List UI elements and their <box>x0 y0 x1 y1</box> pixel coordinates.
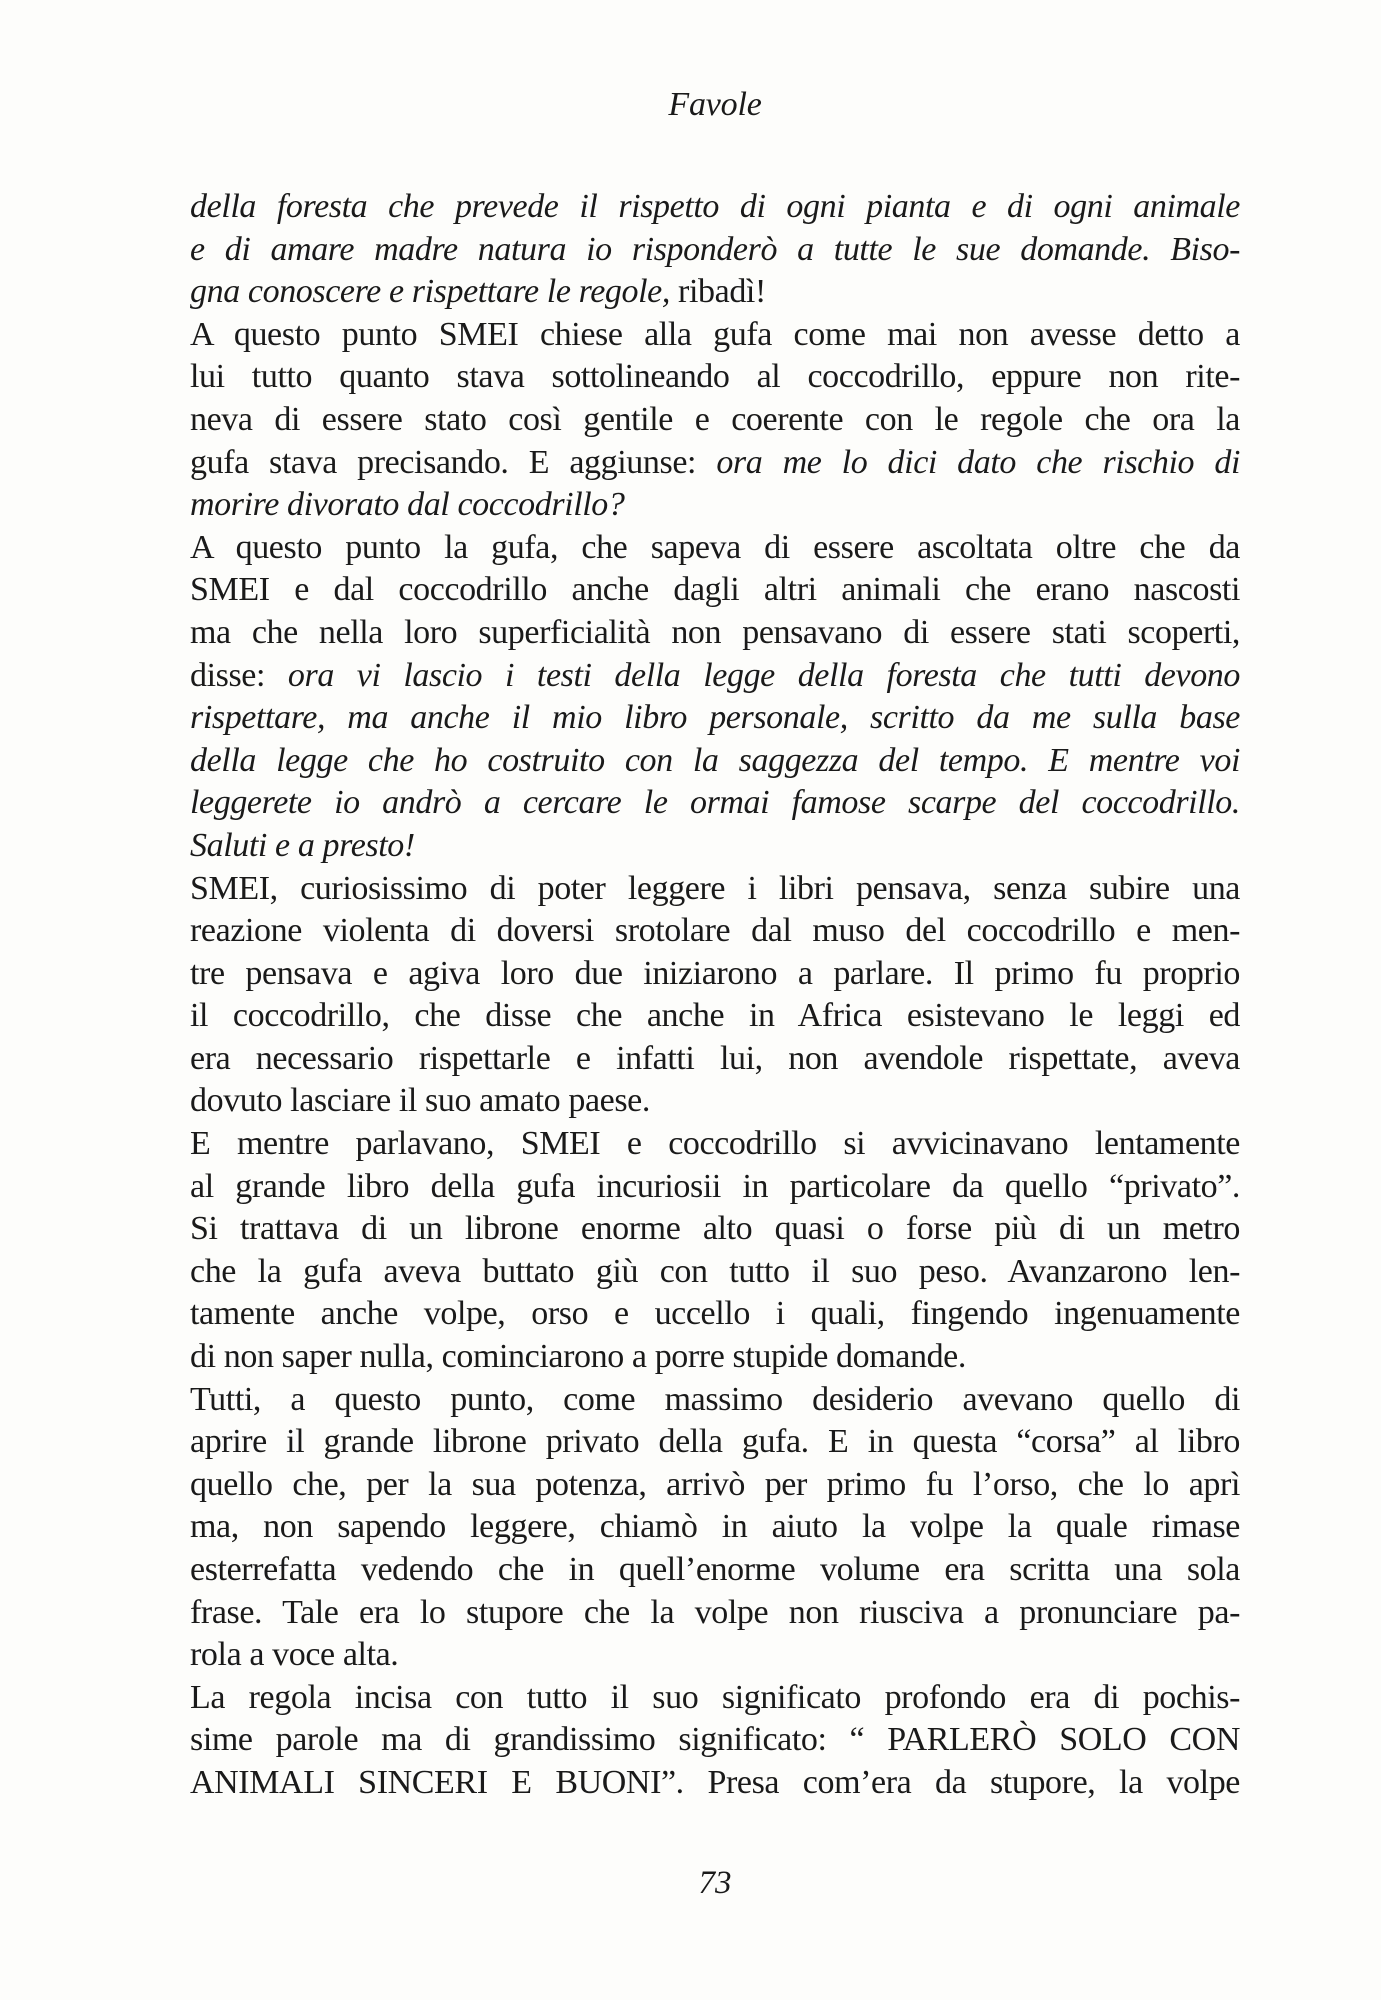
text-run: dovuto lasciare il suo amato paese. <box>190 1082 650 1120</box>
text-run: A questo punto SMEI chiese alla gufa come mai non avesse detto a <box>190 315 1240 353</box>
italic-text-run: Saluti e a presto! <box>190 826 415 864</box>
text-run: disse: <box>190 656 288 694</box>
text-line <box>190 1208 1240 1251</box>
text-line <box>190 271 1240 314</box>
text-run: di non saper nulla, cominciarono a porre stupide domande. <box>190 1338 966 1376</box>
text-line <box>190 1123 1240 1166</box>
text-line <box>190 1592 1240 1635</box>
text-line <box>190 825 1240 868</box>
text-line <box>190 1166 1240 1209</box>
text-line <box>190 1080 1240 1123</box>
text-line <box>190 1293 1240 1336</box>
text-line <box>190 1634 1240 1677</box>
italic-text-run: e di amare madre natura io risponderò a tutte le sue domande. Biso- <box>190 230 1240 268</box>
text-run: A questo punto la gufa, che sapeva di essere ascoltata oltre che da <box>190 528 1240 566</box>
text-line <box>190 1421 1240 1464</box>
text-run: ribadì! <box>669 273 766 311</box>
page-number: 73 <box>698 1865 732 1901</box>
text-line <box>190 740 1240 783</box>
text-line <box>190 527 1240 570</box>
text-run: La regola incisa con tutto il suo significato profondo era di pochis- <box>190 1678 1240 1716</box>
italic-text-run: morire divorato dal coccodrillo? <box>190 486 625 524</box>
italic-text-run: della foresta che prevede il rispetto di ogni pianta e di ogni animale <box>190 188 1240 225</box>
running-header: Favole <box>668 86 762 123</box>
text-line <box>190 1251 1240 1294</box>
text-run: il coccodrillo, che disse che anche in Africa esistevano le leggi ed <box>190 997 1240 1035</box>
text-line <box>190 186 1240 229</box>
text-run: Tutti, a questo punto, come massimo desiderio avevano quello di <box>190 1380 1240 1418</box>
text-line <box>190 782 1240 825</box>
text-run: Si trattava di un librone enorme alto quasi o forse più di un metro <box>190 1210 1240 1248</box>
text-line <box>190 655 1240 698</box>
text-run: SMEI, curiosissimo di poter leggere i libri pensava, senza subire una <box>190 869 1240 907</box>
text-line <box>190 1506 1240 1549</box>
text-run: ANIMALI SINCERI E BUONI”. Presa com’era da stupore, la volpe <box>190 1763 1240 1801</box>
text-line <box>190 484 1240 527</box>
text-line <box>190 612 1240 655</box>
text-run: al grande libro della gufa incuriosii in particolare da quello “privato”. <box>190 1167 1240 1205</box>
text-run: frase. Tale era lo stupore che la volpe non riusciva a pronunciare pa- <box>190 1593 1240 1631</box>
italic-text-run: rispettare, ma anche il mio libro personale, scritto da me sulla base <box>190 699 1240 737</box>
text-run: che la gufa aveva buttato giù con tutto il suo peso. Avanzarono len- <box>190 1252 1240 1290</box>
italic-text-run: ora me lo dici dato che rischio di <box>716 443 1240 481</box>
text-line <box>190 953 1240 996</box>
text-run: tre pensava e agiva loro due iniziarono a parlare. Il primo fu proprio <box>190 954 1240 992</box>
text-run: SMEI e dal coccodrillo anche dagli altri animali che erano nascosti <box>190 571 1240 609</box>
text-line <box>190 697 1240 740</box>
text-run: E mentre parlavano, SMEI e coccodrillo si avvicinavano lentamente <box>190 1125 1240 1163</box>
text-line <box>190 1549 1240 1592</box>
text-line <box>190 910 1240 953</box>
text-run: rola a voce alta. <box>190 1636 399 1674</box>
text-run: gufa stava precisando. E aggiunse: <box>190 443 717 481</box>
text-run: reazione violenta di doversi srotolare dal muso del coccodrillo e men- <box>190 912 1240 950</box>
text-run: esterrefatta vedendo che in quell’enorme volume era scritta una sola <box>190 1551 1240 1588</box>
italic-text-run: ora vi lascio i testi della legge della foresta che tutti devono <box>287 656 1240 694</box>
text-run: aprire il grande librone privato della gufa. E in questa “corsa” al libro <box>190 1423 1240 1461</box>
text-run: tamente anche volpe, orso e uccello i quali, fingendo ingenuamente <box>190 1295 1240 1333</box>
text-run: era necessario rispettarle e infatti lui, non avendole rispettate, aveva <box>190 1039 1240 1077</box>
text-line <box>190 442 1240 485</box>
text-run: ma, non sapendo leggere, chiamò in aiuto la volpe la quale rimase <box>190 1508 1240 1546</box>
italic-text-run: gna conoscere e rispettare le regole, <box>190 273 670 311</box>
text-line <box>190 229 1240 272</box>
text-run: neva di essere stato così gentile e coerente con le regole che ora la <box>190 400 1240 438</box>
text-line <box>190 995 1240 1038</box>
text-run: ma che nella loro superficialità non pensavano di essere stati scoperti, <box>190 613 1240 651</box>
text-line <box>190 314 1240 357</box>
text-line <box>190 868 1240 911</box>
text-line <box>190 1379 1240 1422</box>
text-line <box>190 1719 1240 1762</box>
text-line <box>190 569 1240 612</box>
text-line <box>190 1038 1240 1081</box>
text-line <box>190 1762 1240 1805</box>
italic-text-run: della legge che ho costruito con la saggezza del tempo. E mentre voi <box>190 741 1240 779</box>
text-line <box>190 1677 1240 1720</box>
text-lines <box>190 186 1240 1805</box>
text-line <box>190 356 1240 399</box>
text-line <box>190 1464 1240 1507</box>
text-run: lui tutto quanto stava sottolineando al coccodrillo, eppure non rite- <box>190 358 1240 396</box>
italic-text-run: leggerete io andrò a cercare le ormai famose scarpe del coccodrillo. <box>190 784 1240 822</box>
text-run: quello che, per la sua potenza, arrivò per primo fu l’orso, che lo aprì <box>190 1465 1240 1503</box>
text-line <box>190 399 1240 442</box>
text-line <box>190 1336 1240 1379</box>
text-run: sime parole ma di grandissimo significato: “ PARLERÒ SOLO CON <box>190 1721 1240 1759</box>
